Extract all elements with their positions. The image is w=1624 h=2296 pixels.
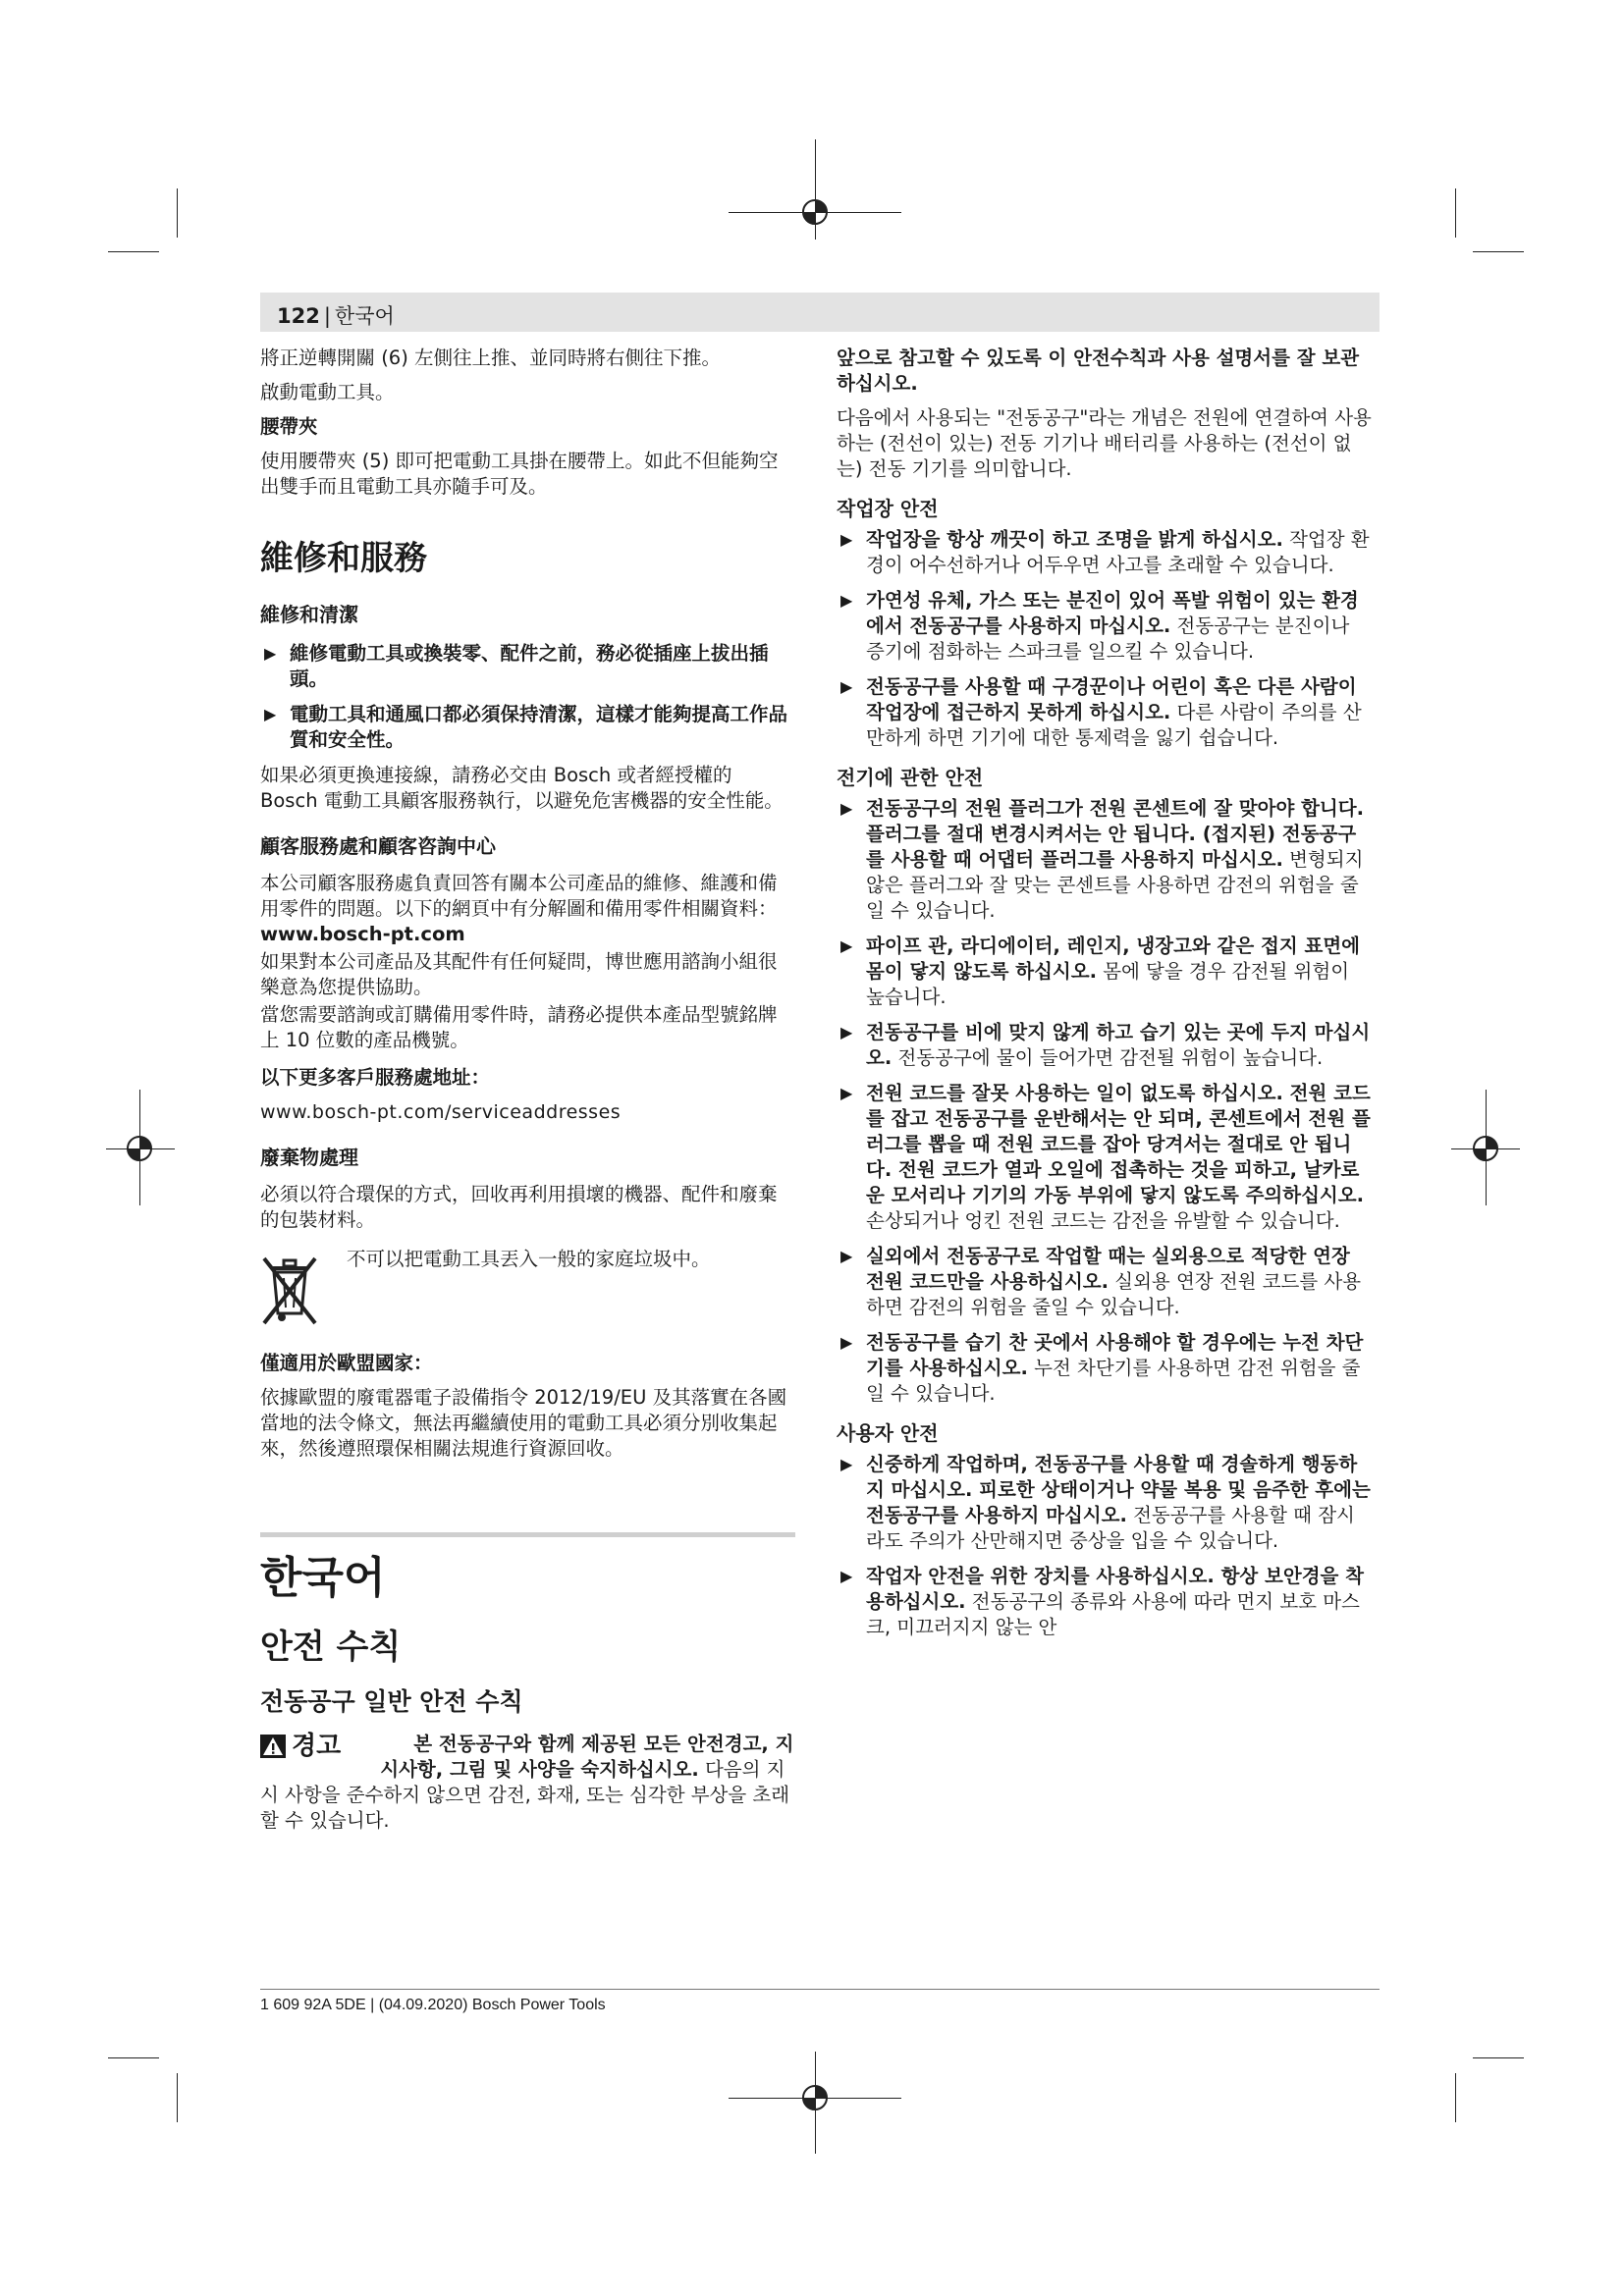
list-item-lead: 신중하게 작업하며, 전동공구를 사용할 때 경솔하게 행동하지 마십시오. 피로한 상태이거나 약물 복용 및 음주한 후에는 전동공구를 사용하지 마십시오. — [866, 1453, 1371, 1526]
bullet-arrow-icon: ▶ — [840, 936, 853, 955]
weee-text: 不可以把電動工具丟入一般的家庭垃圾中。 — [347, 1248, 711, 1270]
warning-triangle-icon — [260, 1735, 286, 1758]
list-item — [837, 1081, 1372, 1234]
list-item-text: 전동공구에 물이 들어가면 감전될 위험이 높습니다. — [897, 1046, 1324, 1069]
bullet-arrow-icon: ▶ — [264, 644, 277, 663]
right-column — [837, 346, 1372, 1650]
warning-label — [260, 1732, 341, 1761]
list-item-text: 전동공구를 사용할 때 잠시라도 주의가 산만해지면 중상을 입을 수 있습니다. — [866, 1504, 1355, 1552]
bullet-arrow-icon: ▶ — [840, 1023, 853, 1041]
crop-mark — [108, 2057, 159, 2058]
list-item-lead: 가연성 유체, 가스 또는 분진이 있어 폭발 위험이 있는 환경에서 전동공구를 사용하지 마십시오. — [866, 589, 1359, 637]
list-item — [837, 934, 1372, 1010]
list-item-text: 다른 사람이 주의를 산만하게 하면 기기에 대한 통제력을 잃기 쉽습니다. — [866, 701, 1362, 749]
section-divider — [260, 1532, 795, 1537]
bullet-arrow-icon: ▶ — [840, 591, 853, 610]
page-header — [260, 293, 1380, 332]
list-item — [260, 641, 795, 692]
subsection-heading: 사용자 안전 — [837, 1421, 939, 1445]
footer-divider — [260, 1989, 1380, 1990]
service-address-link[interactable]: www.bosch-pt.com/serviceaddresses — [260, 1101, 622, 1123]
bullet-arrow-icon: ▶ — [840, 1084, 853, 1102]
left-column — [260, 346, 795, 1834]
list-item — [837, 588, 1372, 665]
paragraph: 如果必須更換連接線，請務必交由 Bosch 或者經授權的 Bosch 電動工具顧客服務執行，以避免危害機器的安全性能。 — [260, 764, 784, 812]
service-text: 本公司顧客服務處負責回答有關本公司產品的維修、維護和備用零件的問題。以下的網頁中有分解圖和備用零件相關資料： — [260, 872, 778, 920]
list-item-text: 누전 차단기를 사용하면 감전 위험을 줄일 수 있습니다. — [866, 1357, 1361, 1405]
subsection-heading: 전기에 관한 안전 — [837, 766, 984, 789]
paragraph: 當您需要諮詢或訂購備用零件時，請務必提供本產品型號銘牌上 10 位數的產品機號。 — [260, 1003, 778, 1051]
list-item — [837, 1244, 1372, 1320]
crossed-out-bin-icon — [260, 1255, 319, 1327]
eu-heading: 僅適用於歐盟國家： — [260, 1352, 433, 1374]
list-item-lead: 작업자 안전을 위한 장치를 사용하십시오. 항상 보안경을 착용하십시오. — [866, 1565, 1365, 1613]
weee-notice — [260, 1247, 795, 1327]
list-item-lead: 전동공구의 전원 플러그가 전원 콘센트에 잘 맞아야 합니다. 플러그를 절대 변경시켜서는 안 됩니다. (접지된) 전동공구를 사용할 때 어댑터 플러그를 사용하지 마십시오. — [866, 797, 1365, 871]
section-title: 안전 수칙 — [260, 1628, 402, 1667]
list-item — [837, 796, 1372, 924]
bullet-arrow-icon: ▶ — [840, 530, 853, 549]
service-link[interactable]: www.bosch-pt.com — [260, 923, 465, 945]
bullet-arrow-icon: ▶ — [840, 1455, 853, 1473]
list-item-lead: 전동공구를 사용할 때 구경꾼이나 어린이 혹은 다른 사람이 작업장에 접근하지 못하게 하십시오. — [866, 675, 1357, 723]
paragraph — [260, 871, 795, 947]
list-item-lead: 실외에서 전동공구로 작업할 때는 실외용으로 적당한 연장 전원 코드만을 사용하십시오. — [866, 1245, 1350, 1293]
list-item-lead: 작업장을 항상 깨끗이 하고 조명을 밝게 하십시오. — [866, 528, 1283, 551]
warning-block — [260, 1732, 795, 1834]
paragraph: 如果對本公司產品及其配件有任何疑問，博世應用諮詢小組很樂意為您提供協助。 — [260, 950, 778, 998]
bullet-arrow-icon: ▶ — [840, 1247, 853, 1265]
list-item-text: 몸에 닿을 경우 감전될 위험이 높습니다. — [866, 960, 1350, 1008]
registration-mark-icon — [1471, 1134, 1500, 1163]
more-address-heading: 以下更多客戶服務處地址： — [260, 1066, 491, 1089]
bullet-list — [837, 1452, 1372, 1640]
list-item-text: 작업장 환경이 어수선하거나 어두우면 사고를 초래할 수 있습니다. — [866, 528, 1370, 576]
paragraph: 必須以符合環保的方式，回收再利用損壞的機器、配件和廢棄的包裝材料。 — [260, 1183, 778, 1231]
paragraph: 使用腰帶夾 (5) 即可把電動工具掛在腰帶上。如此不但能夠空出雙手而且電動工具亦隨手可及。 — [260, 450, 779, 498]
page-number: 122 — [277, 304, 320, 328]
crop-mark — [1455, 188, 1456, 238]
subsection-heading: 維修和清潔 — [260, 603, 358, 626]
list-item-lead: 파이프 관, 라디에이터, 레인지, 냉장고와 같은 접지 표면에 몸이 닿지 않도록 하십시오. — [866, 934, 1360, 983]
warning-text: 다음의 지시 사항을 준수하지 않으면 감전, 화재, 또는 심각한 부상을 초래할 수 있습니다. — [260, 1758, 790, 1832]
page-number-block — [277, 300, 395, 330]
bullet-arrow-icon: ▶ — [840, 799, 853, 818]
bullet-arrow-icon: ▶ — [840, 1333, 853, 1352]
page-footer: 1 609 92A 5DE | (04.09.2020) Bosch Power Tools — [260, 1997, 606, 2013]
list-item — [837, 1452, 1372, 1554]
list-item-text: 電動工具和通風口都必須保持清潔，這樣才能夠提高工作品質和安全性。 — [290, 703, 788, 751]
crop-mark — [177, 2073, 178, 2122]
list-item-text: 손상되거나 엉킨 전원 코드는 감전을 유발할 수 있습니다. — [866, 1209, 1340, 1232]
language-title: 한국어 — [260, 1553, 386, 1603]
bullet-arrow-icon: ▶ — [264, 705, 277, 723]
list-item-text: 維修電動工具或換裝零、配件之前，務必從插座上拔出插頭。 — [290, 642, 769, 690]
warning-lead: 본 전동공구와 함께 제공된 모든 안전경고, 지시사항, 그림 및 사양을 숙지하십시오. — [380, 1733, 794, 1781]
list-item — [260, 702, 795, 753]
bullet-arrow-icon: ▶ — [840, 1567, 853, 1585]
bullet-list — [837, 527, 1372, 751]
header-language: 한국어 — [334, 304, 395, 328]
list-item-lead: 전동공구를 비에 맞지 않게 하고 습기 있는 곳에 두지 마십시오. — [866, 1021, 1371, 1069]
list-item — [837, 1330, 1372, 1407]
bullet-list — [260, 641, 795, 753]
list-item-text: 전동공구는 분진이나 증기에 점화하는 스파크를 일으킬 수 있습니다. — [866, 614, 1350, 663]
warning-label-text: 경고 — [292, 1732, 342, 1761]
registration-mark-icon — [800, 197, 830, 227]
list-item-text: 전동공구의 종류와 사용에 따라 먼지 보호 마스크, 미끄러지지 않는 안 — [866, 1590, 1360, 1638]
header-separator: | — [323, 304, 331, 328]
crop-mark — [1473, 2057, 1524, 2058]
registration-mark-icon — [800, 2083, 830, 2112]
keep-instructions: 앞으로 참고할 수 있도록 이 안전수칙과 사용 설명서를 잘 보관하십시오. — [837, 347, 1360, 395]
list-item — [837, 1020, 1372, 1071]
crop-mark — [177, 188, 178, 238]
paragraph: 依據歐盟的廢電器電子設備指令 2012/19/EU 及其落實在各國當地的法令條文，無法再繼續使用的電動工具必須分別收集起來，然後遵照環保相關法規進行資源回收。 — [260, 1386, 787, 1460]
crop-mark — [1473, 251, 1524, 252]
subsection-heading: 廢棄物處理 — [260, 1146, 358, 1169]
list-item — [837, 1564, 1372, 1640]
list-item — [837, 674, 1372, 751]
bullet-list — [837, 796, 1372, 1407]
crop-mark — [108, 251, 159, 252]
section-title: 維修和服務 — [260, 539, 427, 578]
paragraph: 將正逆轉開關 (6) 左側往上推、並同時將右側往下推。 — [260, 347, 722, 369]
paragraph: 啟動電動工具。 — [260, 381, 395, 403]
crop-mark — [1455, 2073, 1456, 2122]
subsection-heading: 顧客服務處和顧客咨詢中心 — [260, 834, 496, 858]
bullet-arrow-icon: ▶ — [840, 677, 853, 696]
list-item-text: 변형되지 않은 플러그와 잘 맞는 콘센트를 사용하면 감전의 위험을 줄일 수 있습니다. — [866, 848, 1364, 922]
paragraph: 다음에서 사용되는 "전동공구"라는 개념은 전원에 연결하여 사용하는 (전선이 있는) 전동 기기나 배터리를 사용하는 (전선이 없는) 전동 기기를 의미합니다. — [837, 406, 1372, 480]
subsection-heading: 작업장 안전 — [837, 497, 939, 520]
subsection-heading: 전동공구 일반 안전 수칙 — [260, 1687, 523, 1716]
belt-clip-heading: 腰帶夾 — [260, 415, 318, 438]
registration-mark-icon — [125, 1134, 154, 1163]
list-item — [837, 527, 1372, 578]
list-item-lead: 전동공구를 습기 찬 곳에서 사용해야 할 경우에는 누전 차단기를 사용하십시오. — [866, 1331, 1364, 1379]
list-item-text: 실외용 연장 전원 코드를 사용하면 감전의 위험을 줄일 수 있습니다. — [866, 1270, 1362, 1318]
list-item-lead: 전원 코드를 잘못 사용하는 일이 없도록 하십시오. 전원 코드를 잡고 전동공구를 운반해서는 안 되며, 콘센트에서 전원 플러그를 뽑을 때 전원 코드를 잡아 당겨서는 절대로 안 됩니다. 전원 코드가 열과 오일에 접촉하는 것을 피하고, 날카로운 모서리나 기기의 가동 부위에 닿지 않도록 주의하십시오. — [866, 1082, 1371, 1206]
